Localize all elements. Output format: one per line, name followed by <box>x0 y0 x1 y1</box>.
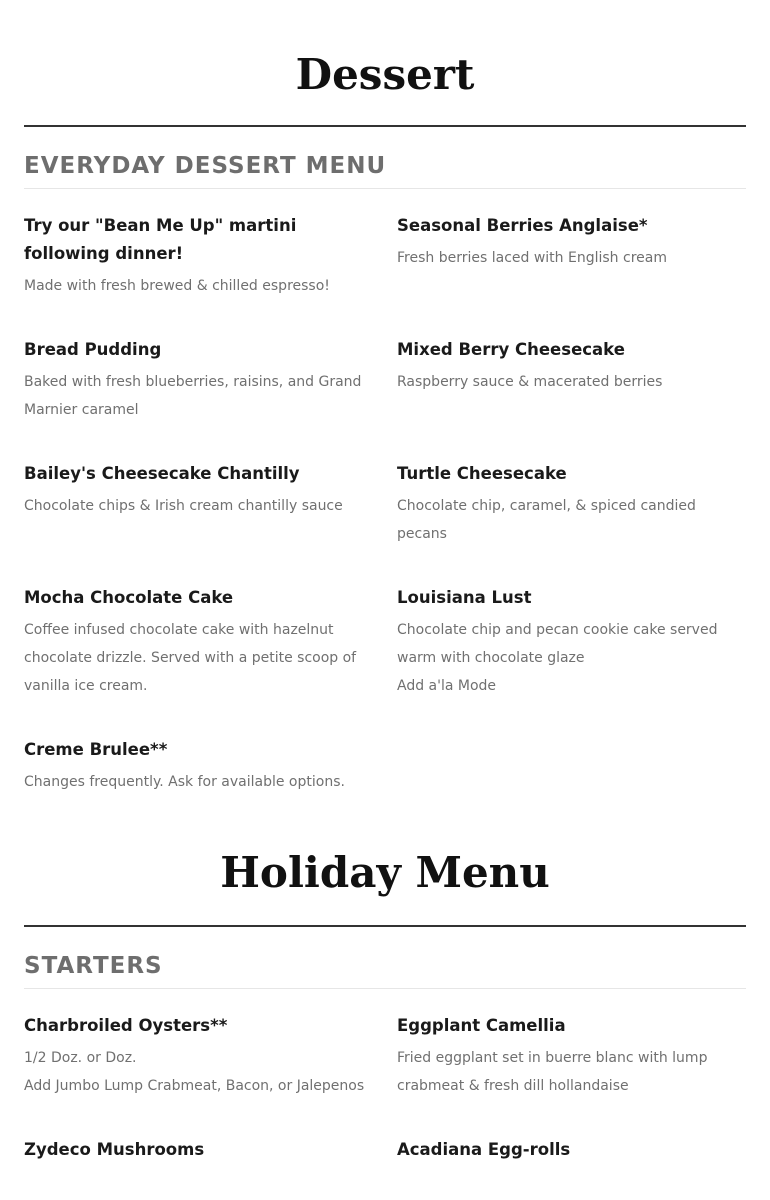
menu-item <box>397 460 746 548</box>
menu-item-name: Creme Brulee** <box>24 740 168 759</box>
menu-item-name: Turtle Cheesecake <box>397 464 567 483</box>
menu-item-name: Zydeco Mushrooms <box>24 1140 205 1159</box>
menu-item-description: Raspberry sauce & macerated berries <box>397 374 663 390</box>
menu-item-name: Acadiana Egg-rolls <box>397 1140 571 1159</box>
section-heading-everyday-dessert: EVERYDAY DESSERT MENU <box>24 153 387 179</box>
menu-item-name: Try our "Bean Me Up" martini following dinner! <box>24 216 297 263</box>
menu-item <box>397 1012 746 1100</box>
menu-item <box>24 336 373 424</box>
menu-item-name: Bread Pudding <box>24 340 162 359</box>
section-heading-starters: STARTERS <box>24 953 163 979</box>
menu-item-description: Fried eggplant set in buerre blanc with lump crabmeat & fresh dill hollandaise <box>397 1050 708 1094</box>
menu-item <box>24 1136 373 1164</box>
menu-item <box>24 736 373 796</box>
menu-item-description: Made with fresh brewed & chilled espresso! <box>24 278 330 294</box>
menu-item-name: Bailey's Cheesecake Chantilly <box>24 464 300 483</box>
starters-items-grid <box>24 989 746 1200</box>
menu-item-description: Changes frequently. Ask for available options. <box>24 774 345 790</box>
menu-item-name: Eggplant Camellia <box>397 1016 566 1035</box>
menu-item <box>397 336 746 424</box>
menu-item <box>24 1012 373 1100</box>
menu-item-description: Chocolate chip, caramel, & spiced candied pecans <box>397 498 696 542</box>
menu-item-description: Fresh berries laced with English cream <box>397 250 667 266</box>
menu-item <box>24 584 373 700</box>
menu-item <box>397 584 746 700</box>
menu-item-name: Seasonal Berries Anglaise* <box>397 216 648 235</box>
menu-item-name: Louisiana Lust <box>397 588 532 607</box>
menu-item-description: Chocolate chip and pecan cookie cake served warm with chocolate glaze Add a'la Mode <box>397 622 718 694</box>
menu-item-description: Chocolate chips & Irish cream chantilly sauce <box>24 498 343 514</box>
menu-item <box>397 212 746 300</box>
menu-item <box>24 460 373 548</box>
menu-item-name: Mixed Berry Cheesecake <box>397 340 625 359</box>
menu-item-name: Mocha Chocolate Cake <box>24 588 234 607</box>
menu-item <box>24 212 373 300</box>
dessert-menu-title: Dessert <box>295 50 475 99</box>
menu-item-description: Coffee infused chocolate cake with hazelnut chocolate drizzle. Served with a petite scoop of vanilla ice cream. <box>24 622 357 694</box>
menu-item <box>397 1136 746 1164</box>
dessert-items-grid <box>24 189 746 832</box>
menu-item-description: 1/2 Doz. or Doz. Add Jumbo Lump Crabmeat, Bacon, or Jalepenos <box>24 1050 365 1094</box>
menu-item-description: Baked with fresh blueberries, raisins, and Grand Marnier caramel <box>24 374 362 418</box>
holiday-menu-title: Holiday Menu <box>220 848 550 897</box>
menu-item-name: Charbroiled Oysters** <box>24 1016 228 1035</box>
